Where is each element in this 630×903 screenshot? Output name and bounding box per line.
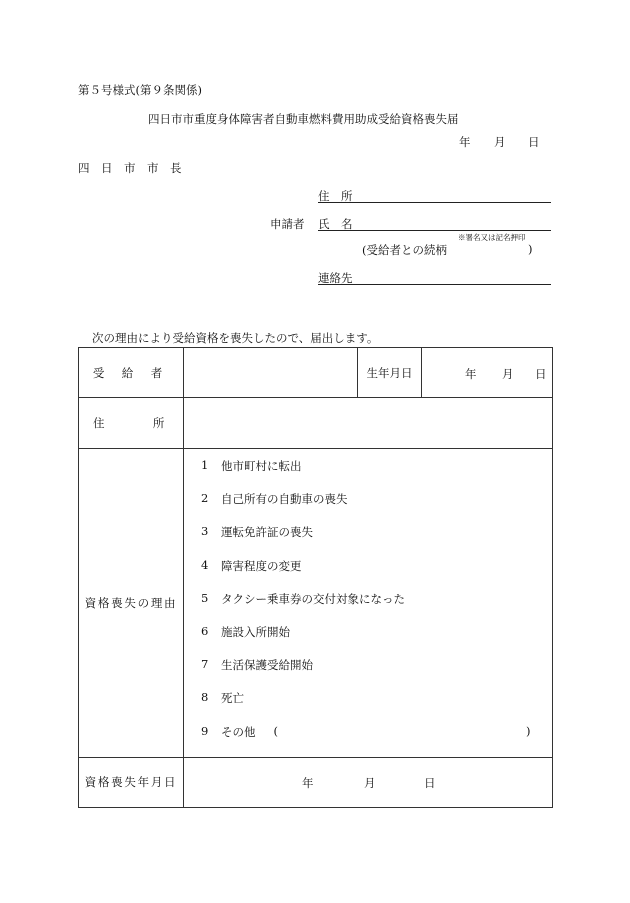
reason-text: その他 [221, 724, 256, 739]
contact-field[interactable] [318, 284, 551, 285]
loss-date-label: 資格喪失年月日 [79, 757, 184, 807]
reason-item-7[interactable] [184, 657, 552, 690]
other-paren-open: ( [273, 723, 278, 738]
reason-item-9[interactable] [184, 724, 552, 757]
relation-open: (受給者との続柄 [362, 243, 447, 257]
reason-num: 1 [201, 458, 209, 472]
reason-text: 障害程度の変更 [221, 558, 302, 573]
reason-item-2[interactable] [184, 491, 552, 524]
address-row [79, 398, 553, 449]
recipient-name-cell[interactable] [184, 348, 358, 398]
reason-num: 7 [201, 657, 209, 672]
header-date-day: 日 [528, 135, 540, 149]
recipient-row [79, 348, 553, 398]
applicant-name-label: 氏 名 [318, 217, 353, 231]
contact-label: 連絡先 [318, 271, 353, 285]
reason-text: 自己所有の自動車の喪失 [221, 492, 348, 507]
reason-text: 死亡 [221, 691, 244, 706]
loss-date-row [79, 757, 553, 807]
reason-item-5[interactable] [184, 591, 552, 624]
address-label: 住 所 [79, 398, 184, 449]
applicant-label: 申請者 [270, 217, 305, 231]
header-date-year: 年 [459, 135, 471, 149]
loss-date-day: 日 [424, 776, 436, 791]
header-date-month: 月 [494, 135, 506, 149]
other-paren-close: ) [526, 723, 531, 738]
document-title: 四日市市重度身体障害者自動車燃料費用助成受給資格喪失届 [148, 112, 459, 126]
reason-text: 他市町村に転出 [221, 459, 302, 473]
addressee: 四 日 市 市 長 [78, 161, 182, 175]
address-cell[interactable] [184, 398, 553, 449]
reason-row [79, 449, 553, 758]
reason-item-3[interactable] [184, 524, 552, 557]
reason-num: 2 [201, 491, 209, 506]
loss-date-month: 月 [364, 776, 376, 791]
birthdate-cell[interactable] [422, 348, 553, 398]
signature-note: ※署名又は記名押印 [458, 233, 526, 242]
reason-text: 運転免許証の喪失 [221, 525, 313, 540]
applicant-address-field[interactable] [318, 202, 551, 203]
reason-item-8[interactable] [184, 690, 552, 723]
reason-item-1[interactable] [184, 458, 552, 491]
birthdate-day: 日 [535, 366, 547, 381]
relation-close: ) [528, 242, 533, 256]
reason-num: 3 [201, 524, 209, 539]
reason-item-6[interactable] [184, 624, 552, 657]
intro-text: 次の理由により受給資格を喪失したので、届出します。 [92, 331, 379, 345]
loss-form-table [78, 347, 553, 808]
loss-date-cell[interactable] [184, 757, 553, 807]
reason-num: 5 [201, 590, 209, 605]
reason-label: 資格喪失の理由 [79, 449, 184, 758]
reason-cell [184, 449, 553, 758]
applicant-address-label: 住 所 [318, 189, 353, 203]
birthdate-month: 月 [502, 366, 514, 381]
loss-date-year: 年 [302, 776, 314, 791]
reason-num: 4 [201, 557, 209, 572]
reason-text: 生活保護受給開始 [221, 658, 313, 673]
reason-num: 9 [201, 723, 209, 738]
applicant-name-field[interactable] [318, 230, 551, 231]
birthdate-label: 生年月日 [358, 348, 422, 398]
reason-item-4[interactable] [184, 558, 552, 591]
reason-num: 8 [201, 690, 209, 705]
form-number: 第５号様式(第９条関係) [78, 83, 202, 97]
reason-num: 6 [201, 623, 209, 638]
reason-list [184, 449, 552, 757]
reason-text: タクシー乗車券の交付対象になった [221, 591, 405, 606]
recipient-label: 受 給 者 [79, 348, 184, 398]
birthdate-year: 年 [465, 366, 477, 381]
reason-text: 施設入所開始 [221, 624, 290, 639]
